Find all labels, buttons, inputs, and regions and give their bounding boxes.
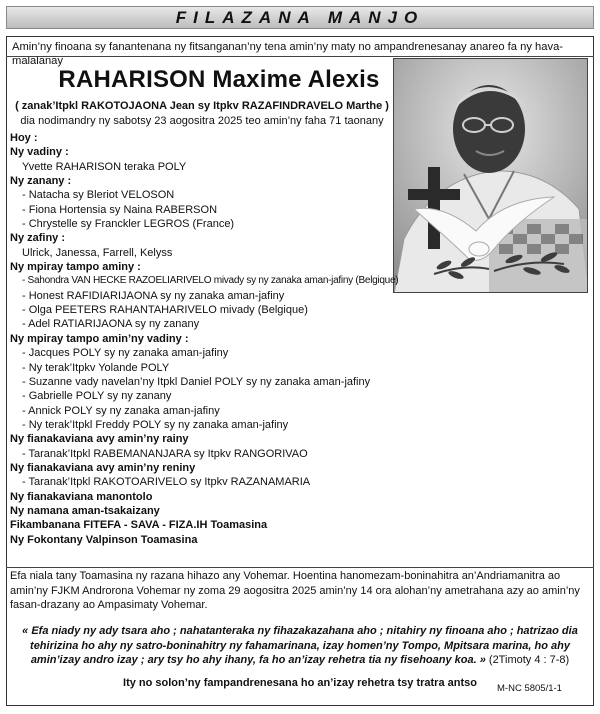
verse-text: « Efa niady ny ady tsara aho ; nahatanteraka ny fihazakazahana aho ; nitahiry ny finoana aho ; hatrizao dia tehirizina ho ahy ny satro-boninahitry ny fahamarinana, izay homen’ny Tompo, Mpitsara marina, ho ahy amin’izay andro izay ; ary tsy ho ahy ihany, fa ho an’izay rehetra tia ny fisehoany koa. » [22, 625, 578, 667]
family-member: - Chrystelle sy Franckler LEGROS (France) [22, 218, 235, 231]
header-banner [6, 6, 594, 29]
family-member: - Taranak’Itpkl RABEMANANJARA sy Itpkv RANGORIVAO [22, 447, 308, 460]
family-member: - Gabrielle POLY sy ny zanany [22, 390, 172, 403]
footer-note: Ity no solon’ny fampandrenesana ho an’izay rehetra tsy tratra antso [123, 677, 477, 689]
family-heading: Ny mpiray tampo aminy : [10, 261, 141, 274]
family-heading: Fikambanana FITEFA - SAVA - FIZA.IH Toamasina [10, 519, 268, 532]
family-member: - Ny terak’Itpkl Freddy POLY sy ny zanaka aman-jafiny [22, 418, 289, 431]
death-line: dia nodimandry ny sabotsy 23 aogositra 2025 teo amin’ny faha 71 taonany [20, 115, 384, 127]
verse-reference: (2Timoty 4 : 7-8) [488, 654, 570, 667]
family-heading: Ny namana aman-tsakaizany [10, 504, 160, 517]
deceased-name: RAHARISON Maxime Alexis [58, 66, 380, 93]
family-heading: Ny mpiray tampo amin’ny vadiny : [10, 332, 189, 345]
divider-top [6, 56, 594, 57]
family-member: Ulrick, Janessa, Farrell, Kelyss [22, 246, 173, 259]
family-member: - Ny terak’Itpkv Yolande POLY [22, 361, 170, 374]
family-member: - Suzanne vady navelan’ny Itpkl Daniel POLY sy ny zanaka aman-jafiny [22, 375, 371, 388]
family-heading: Ny fianakaviana avy amin’ny rainy [10, 433, 189, 446]
family-heading: Ny fianakaviana avy amin’ny reniny [10, 461, 196, 474]
family-member: - Annick POLY sy ny zanaka aman-jafiny [22, 404, 220, 417]
divider-middle [6, 567, 594, 568]
intro-text: Amin’ny finoana sy fanantenana ny fitsanganan’ny tena amin’ny maty no ampandrenesanay anareo fa ny hava-malalanay [12, 41, 564, 67]
family-heading: Ny vadiny : [10, 146, 69, 159]
family-heading: Ny zafiny : [10, 232, 66, 245]
funeral-notice: Efa niala tany Toamasina ny razana hihazo any Vohemar. Hoentina hanomezam-boninahitra an’Andriamanitra ao amin’ny FJKM Androrona Vohemar ny zoma 29 aogositra 2025 amin’ny 14 ora alohan’ny ametrahana azy ao amin’ny fasan-drazany ao Ampasimaty Vohemar. [10, 570, 580, 611]
family-heading: Ny fianakaviana manontolo [10, 490, 153, 503]
notice-reference: M-NC 5805/1-1 [497, 683, 562, 694]
family-member: - Jacques POLY sy ny zanaka aman-jafiny [22, 347, 229, 360]
deceased-photo [393, 58, 588, 293]
parents-line: ( zanak’Itpkl RAKOTOJAONA Jean sy Itpkv RAZAFINDRAVELO Marthe ) [15, 100, 389, 112]
header-title: FILAZANA MANJO [175, 8, 425, 27]
bible-verse [20, 624, 580, 668]
family-member: - Olga PEETERS RAHANTAHARIVELO mivady (Belgique) [22, 304, 308, 317]
family-member: - Taranak’Itpkl RAKOTOARIVELO sy Itpkv RAZANAMARIA [22, 476, 311, 489]
family-heading: Hoy : [10, 132, 38, 144]
family-heading: Ny zanany : [10, 175, 72, 188]
family-member: - Natacha sy Bleriot VELOSON [22, 189, 175, 202]
family-list [10, 131, 400, 547]
portrait-image [394, 59, 588, 293]
family-member: Yvette RAHARISON teraka POLY [22, 160, 187, 173]
family-member: - Fiona Hortensia sy Naina RABERSON [22, 203, 218, 216]
family-member: - Sahondra VAN HECKE RAZOELIARIVELO mivady sy ny zanaka aman-jafiny (Belgique) [22, 275, 399, 287]
family-member: - Honest RAFIDIARIJAONA sy ny zanaka aman-jafiny [22, 289, 285, 302]
family-member: - Adel RATIARIJAONA sy ny zanany [22, 318, 200, 331]
family-heading: Ny Fokontany Valpinson Toamasina [10, 533, 198, 546]
